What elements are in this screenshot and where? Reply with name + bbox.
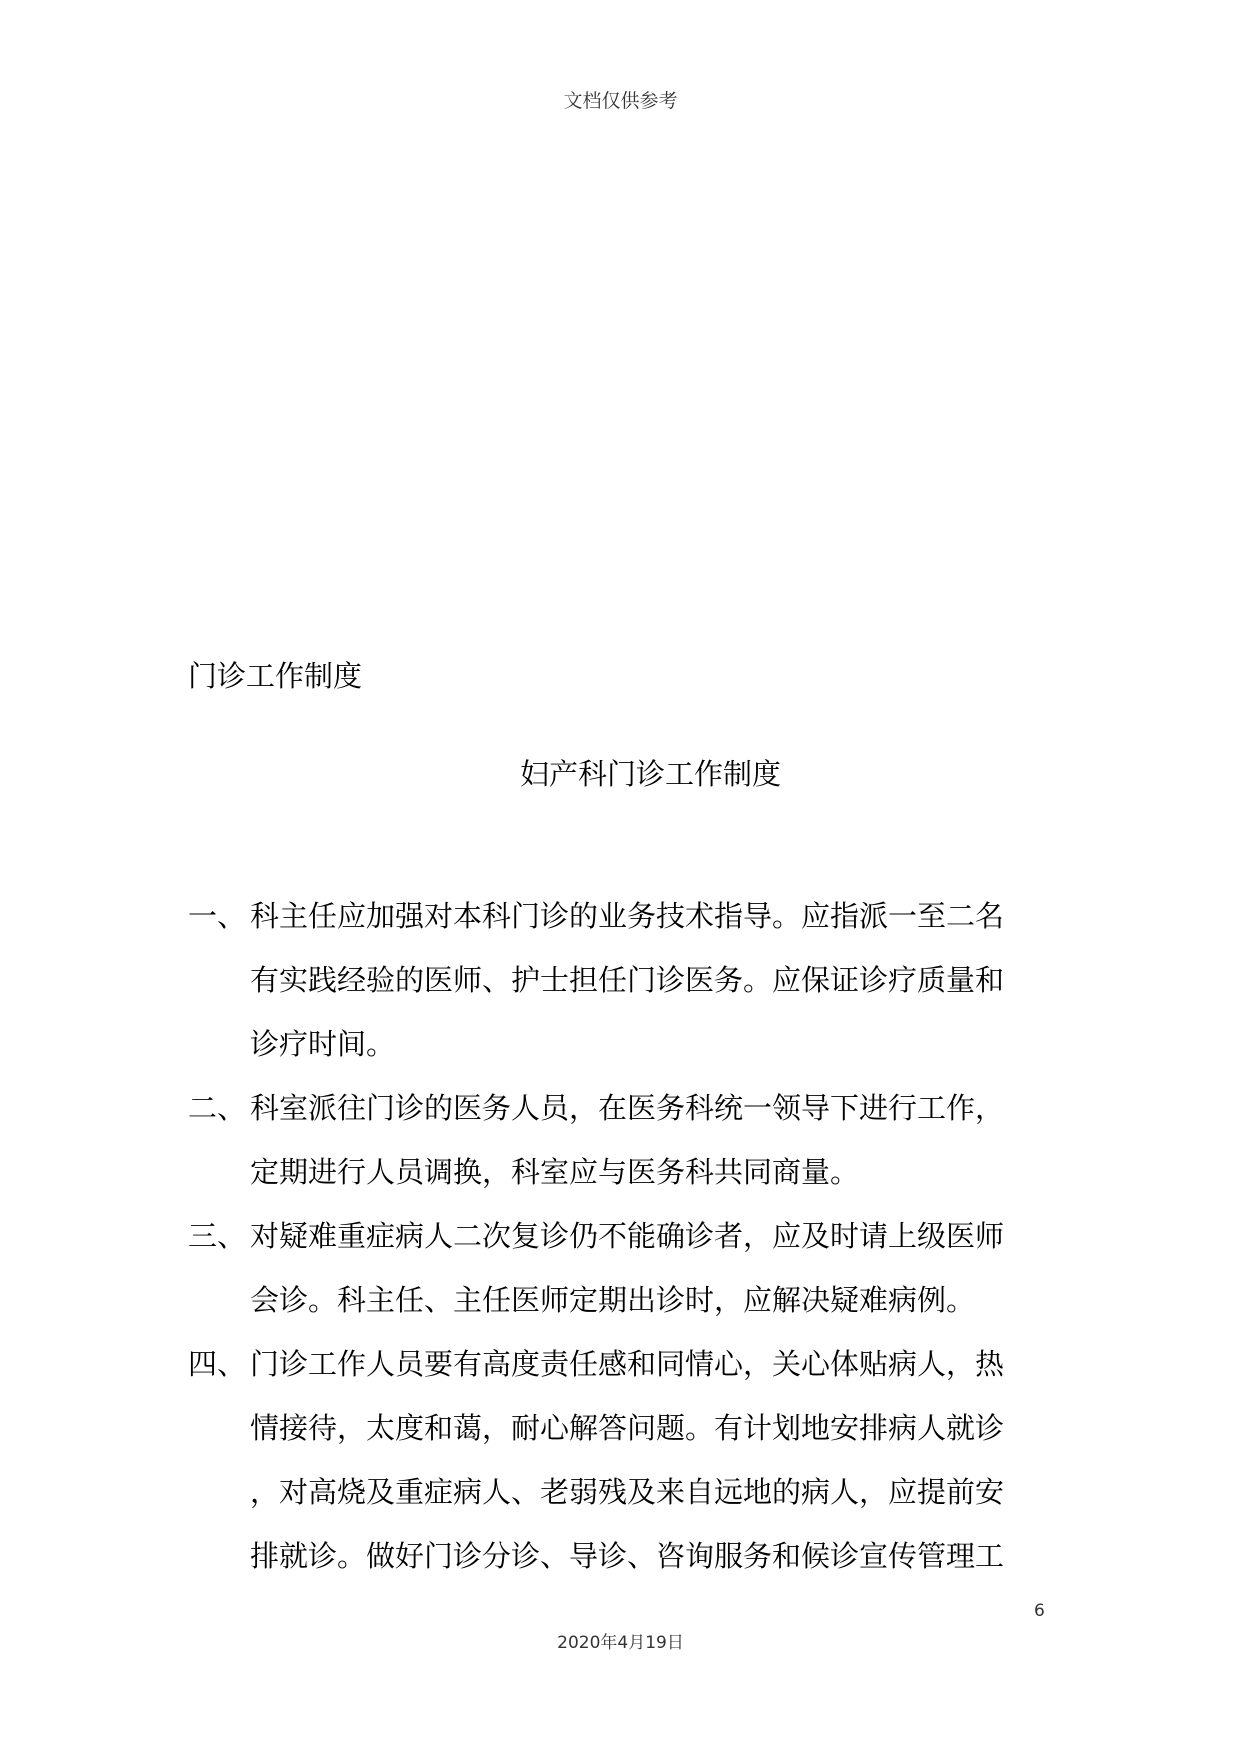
rule-marker: 四、 bbox=[188, 1347, 247, 1381]
document-heading: 门诊工作制度 bbox=[188, 659, 363, 693]
rule-line: 情接待，太度和蔼，耐心解答问题。有计划地安排病人就诊 bbox=[250, 1411, 1005, 1445]
rule-line: 会诊。科主任、主任医师定期出诊时，应解决疑难病例。 bbox=[250, 1283, 976, 1317]
document-title: 妇产科门诊工作制度 bbox=[520, 757, 782, 791]
rule-text bbox=[250, 1332, 1048, 1588]
rule-marker: 二、 bbox=[188, 1091, 247, 1125]
rule-line: 定期进行人员调换，科室应与医务科共同商量。 bbox=[250, 1155, 860, 1189]
header-note: 文档仅供参考 bbox=[563, 90, 678, 112]
rules-list bbox=[188, 884, 1048, 1588]
rule-line: 门诊工作人员要有高度责任感和同情心，关心体贴病人，热 bbox=[250, 1347, 1005, 1381]
rule-marker: 一、 bbox=[188, 899, 247, 933]
rule-line: 排就诊。做好门诊分诊、导诊、咨询服务和候诊宣传管理工 bbox=[250, 1539, 1005, 1573]
rule-item-2 bbox=[188, 1076, 1048, 1204]
rule-item-3 bbox=[188, 1204, 1048, 1332]
rule-item-1 bbox=[188, 884, 1048, 1076]
page-number: 6 bbox=[1034, 1601, 1045, 1621]
rule-line: 科主任应加强对本科门诊的业务技术指导。应指派一至二名 bbox=[250, 899, 1005, 933]
rule-line: 对疑难重症病人二次复诊仍不能确诊者，应及时请上级医师 bbox=[250, 1219, 1005, 1253]
rule-line: 诊疗时间。 bbox=[250, 1027, 396, 1061]
rule-line: 科室派往门诊的医务人员，在医务科统一领导下进行工作， bbox=[250, 1091, 1005, 1125]
rule-marker: 三、 bbox=[188, 1219, 247, 1253]
rule-line: ，对高烧及重症病人、老弱残及来自远地的病人，应提前安 bbox=[250, 1475, 1005, 1509]
rule-item-4 bbox=[188, 1332, 1048, 1588]
rule-text bbox=[250, 1204, 1048, 1332]
rule-line: 有实践经验的医师、护士担任门诊医务。应保证诊疗质量和 bbox=[250, 963, 1005, 997]
footer-date: 2020年4月19日 bbox=[557, 1633, 684, 1653]
rule-text bbox=[250, 1076, 1048, 1204]
rule-text bbox=[250, 884, 1048, 1076]
